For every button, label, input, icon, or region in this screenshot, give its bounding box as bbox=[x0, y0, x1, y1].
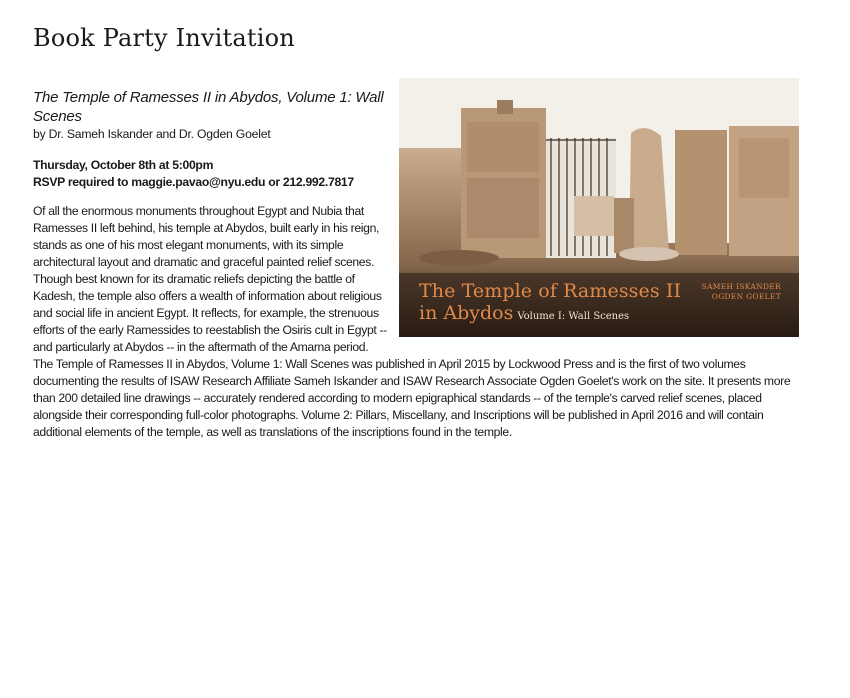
description-paragraph: Of all the enormous monuments throughout Egypt and Nubia that Ramesses II left behind, his temple at Abydos, built early in his reign, stands as one of his most elegant monuments, with its simple architectural layout and dramatic and graceful painted relief scenes. Though best known for its dramatic reliefs depicting the battle of Kadesh, the temple also offers a wealth of information about religious and social life in ancient Egypt. It reflects, for example, the strenuous efforts of the early Ramessides to reestablish the Osiris cult in Egypt -- and particularly at Abydos -- in the aftermath of the Amarna period. bbox=[33, 204, 387, 354]
book-cover-image bbox=[399, 78, 799, 337]
cover-subtitle: Volume I: Wall Scenes bbox=[517, 311, 630, 322]
publication-paragraph: The Temple of Ramesses II in Abydos, Volume 1: Wall Scenes was published in April 2015 by Lockwood Press and is the first of two volumes documenting the results of ISAW Research Affiliate Sameh Iskander and ISAW Research Associate Ogden Goelet's work on the site. It presents more than 200 detailed line drawings -- accurately rendered according to modern epigraphical standards -- of the temple's carved relief scenes, placed alongside their corresponding full-color photographs. Volume 2: Pillars, Miscellany, and Inscriptions will be published in April 2016 and will contain additional elements of the temple, as well as translations of the inscriptions found in the temple. bbox=[33, 357, 791, 439]
cover-title-line2 bbox=[419, 302, 629, 328]
cover-author-2: OGDEN GOELET bbox=[711, 292, 781, 301]
cover-title-line1: The Temple of Ramesses II bbox=[419, 280, 682, 302]
cover-authors bbox=[702, 282, 781, 302]
book-title: The Temple of Ramesses II in Abydos, Volume 1: Wall Scenes bbox=[33, 89, 384, 125]
page-title: Book Party Invitation bbox=[33, 24, 295, 52]
cover-title-line2-text: in Abydos bbox=[419, 302, 514, 324]
invitation-details bbox=[33, 88, 388, 356]
book-authors: by Dr. Sameh Iskander and Dr. Ogden Goelet bbox=[33, 127, 271, 141]
cover-author-1: SAMEH ISKANDER bbox=[701, 282, 781, 291]
event-datetime: Thursday, October 8th at 5:00pm bbox=[33, 158, 214, 172]
rsvp-info: RSVP required to maggie.pavao@nyu.edu or 212.992.7817 bbox=[33, 175, 354, 189]
